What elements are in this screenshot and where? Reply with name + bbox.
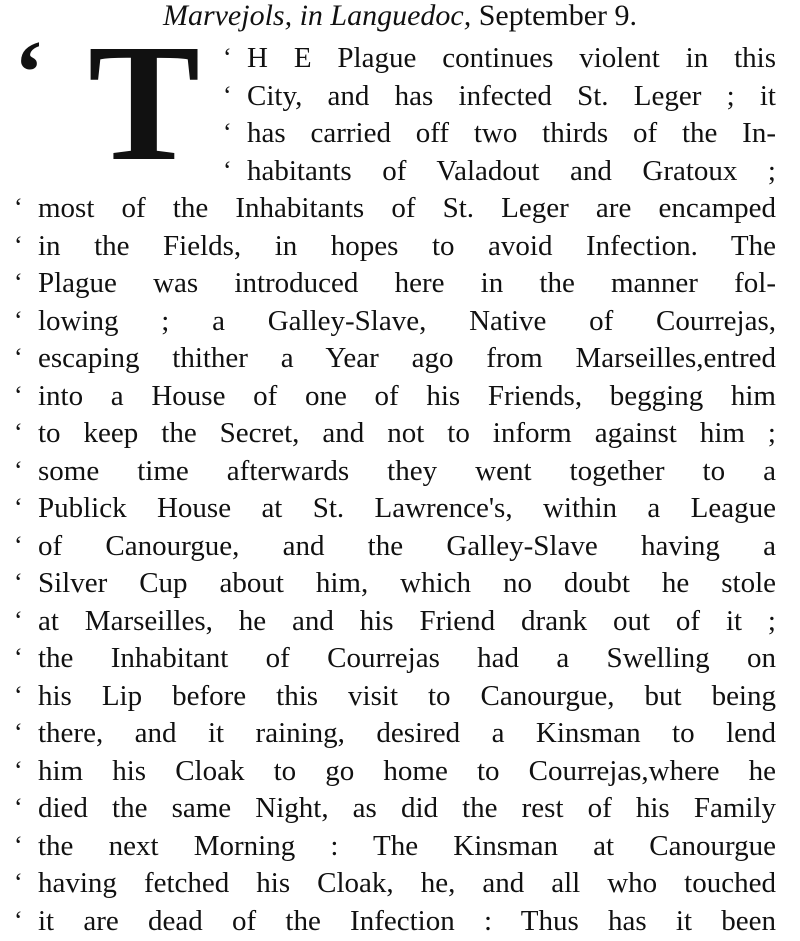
article-line: to keep the Secret, and not to inform against him ; [38,417,776,449]
margin-quote-mark: ‘ [14,268,23,297]
margin-quote-mark: ‘ [14,305,23,335]
margin-quote-mark: ‘ [14,343,23,372]
margin-quote-mark: ‘ [223,80,232,110]
article-line: habitants of Valadout and Gratoux ; [247,154,776,187]
opening-quote-mark: ‘ [14,23,44,122]
article-line: there, and it raining, desired a Kinsman to lend [38,717,776,749]
margin-quote-mark: ‘ [14,193,23,222]
article-line: has carried off two thirds of the In- [247,117,776,149]
article-line: lowing ; a Galley-Slave, Native of Courrejas, [38,304,776,337]
article-line: City, and has infected St. Leger ; it [247,79,776,112]
article-line: having fetched his Cloak, he, and all who touched [38,867,776,899]
article-line: at Marseilles, he and his Friend drank out of it ; [38,604,776,637]
article-line: Publick House at St. Lawrence's, within a League [38,492,776,524]
article-line: the Inhabitant of Courrejas had a Swelling on [38,642,776,674]
margin-quote-mark: ‘ [14,605,23,635]
article-line: of Canourgue, and the Galley-Slave having a [38,529,776,562]
margin-quote-mark: ‘ [223,43,232,72]
margin-quote-mark: ‘ [14,455,23,485]
margin-quote-mark: ‘ [14,755,23,785]
margin-quote-mark: ‘ [14,568,23,597]
margin-quote-mark: ‘ [14,868,23,897]
article-line: the next Morning : The Kinsman at Canourgue [38,829,776,862]
article-line: his Lip before this visit to Canourgue, but being [38,679,776,712]
dateline-place: Marvejols, in Languedoc, [162,0,472,32]
article-line: Plague was introduced here in the manner fol- [38,267,776,299]
margin-quote-mark: ‘ [14,680,23,710]
article-line: Silver Cup about him, which no doubt he stole [38,567,776,599]
margin-quote-mark: ‘ [14,905,23,935]
margin-quote-mark: ‘ [223,118,232,147]
margin-quote-mark: ‘ [14,643,23,672]
margin-quote-mark: ‘ [14,530,23,560]
margin-quote-mark: ‘ [14,493,23,522]
margin-quote-mark: ‘ [14,830,23,860]
margin-quote-mark: ‘ [223,155,232,185]
margin-quote-mark: ‘ [14,718,23,747]
article-line: it are dead of the Infection : Thus has it been [38,904,776,937]
article-line: him his Cloak to go home to Courrejas,where he [38,754,776,787]
margin-quote-mark: ‘ [14,230,23,260]
drop-cap-letter: T [88,10,201,196]
article-line: most of the Inhabitants of St. Leger are encamped [38,192,776,224]
article-line: in the Fields, in hopes to avoid Infection. The [38,229,776,262]
article-line: died the same Night, as did the rest of his Family [38,792,776,824]
margin-quote-mark: ‘ [14,418,23,447]
margin-quote-mark: ‘ [14,793,23,822]
article-line: escaping thither a Year ago from Marseilles,entred [38,342,776,374]
article-line: H E Plague continues violent in this [247,42,776,74]
margin-quote-mark: ‘ [14,380,23,410]
article-line: some time afterwards they went together to a [38,454,776,487]
dateline-date: September 9. [478,0,638,32]
article-line: into a House of one of his Friends, begging him [38,379,776,412]
